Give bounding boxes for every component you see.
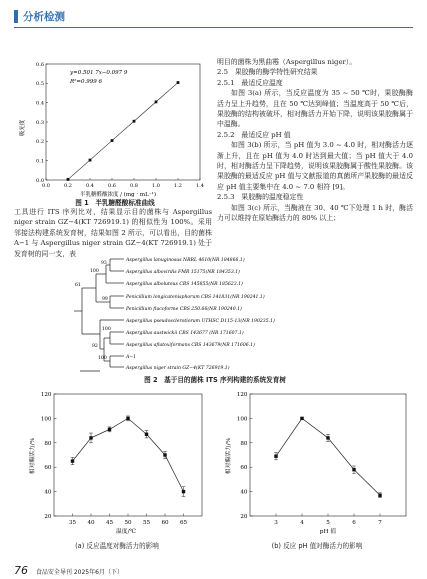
figure3a-xtick-label: 45 [105, 520, 114, 526]
right-p1: 如图 3(a) 所示，当反应温度为 35 ~ 50 ℃时，果胶酶酶活力呈上升趋势，且在 50 ℃达到峰值；当温度高于 50 ℃后，果胶酶的结构被破坏，相对酶活力开始下降，说明该果胶酶属于中温酶。 [217, 89, 413, 129]
figure1-xlabel: 半乳糖醛酸浓度 / (mg · mL⁻¹) [79, 192, 157, 198]
figure3a-ytick-label: 60 [44, 465, 52, 472]
figure1-point [67, 178, 70, 181]
figure1-caption: 图 1 半乳糖醛酸标准曲线 [75, 199, 155, 207]
figure3a-xtick-label: 60 [161, 520, 169, 526]
section-title: 分析检测 [23, 10, 65, 23]
page-number: 76 [14, 564, 28, 577]
bootstrap-3: 99 [102, 297, 108, 302]
right-column [217, 57, 413, 224]
figure3a-ylabel: 相对酶活力/% [30, 437, 36, 475]
figure3a-point [145, 433, 148, 436]
figure3b-point [300, 417, 303, 420]
figure3b-frame [250, 394, 406, 516]
figure3a-xtick-label: 40 [87, 520, 95, 526]
figure3b-ytick-label: 20 [240, 514, 248, 520]
figure1-xtick-label: 1.2 [174, 183, 182, 189]
right-p2: 如图 3(b) 所示，当 pH 值为 3.0 ~ 4.0 时，相对酶活力逐渐上升，且在 pH 值为 4.0 时达到最大值；当 pH 值大于 4.0 时，相对酶活力呈下降趋势，说明该果胶酶属于酸性果胶酶。该果胶酶的最适反应 pH 值与文献报道的真菌所产果胶酶的最适反应 pH 值主要集中在 4.0 ~ 7.0 相符 [9]。 [217, 141, 413, 191]
figure1-r2: R²=0.999 6 [70, 79, 102, 85]
figure3a-ytick-label: 100 [40, 416, 52, 423]
taxon-2: Aspergillus alboluteus CBS 145855(NR 185623.1) [126, 282, 243, 287]
taxon-7: Aspergillus aflatoxiformans CBS 143679(NR 171606.1) [126, 343, 255, 348]
figure3a-xtick-label: 50 [124, 520, 132, 526]
taxon-9: Aspergillus niger strain GZ−4(KT 726919.1) [126, 366, 230, 371]
taxon-6: Aspergillus austwickii CBS 143677 (NR 171607.1) [126, 331, 244, 336]
figure1-point [155, 100, 158, 103]
figure3a-series-line [73, 418, 184, 491]
figure3a-point [182, 490, 185, 493]
figure3b-point [378, 494, 381, 497]
figure3b-ytick-label: 100 [236, 416, 248, 423]
figure3a-point [89, 436, 92, 439]
figure3a-point [108, 428, 111, 431]
figure1-ytick-label: 0.0 [36, 177, 44, 184]
figure1-ytick-label: 0.2 [36, 139, 44, 146]
figure3b-xtick-label: 5 [326, 520, 330, 526]
figure1-ytick-label: 0.6 [36, 61, 44, 68]
figure3b-ylabel: 相对酶活力/% [226, 437, 232, 475]
heading-2-5: 2.5 果胶酶的酶学特性研究结果 [217, 68, 318, 77]
figure3b-ytick-label: 60 [240, 465, 248, 472]
figure1-xtick-label: 0.2 [64, 183, 72, 189]
figure3a-ytick-label: 80 [44, 440, 52, 447]
figure3b-ytick-label: 40 [240, 489, 248, 496]
taxon-4: Penicillium flucoforme CBS 250.66(NR 190240.1) [126, 307, 242, 312]
taxon-1: Aspergillus albovirdis FMR 15175(NR 184353.1) [126, 270, 240, 275]
figure1-chart [18, 58, 208, 198]
figure3a-frame [54, 394, 202, 516]
heading-2-5-2: 2.5.2 最适反应 pH 值 [217, 130, 291, 139]
figure3b-xtick-label: 6 [352, 520, 356, 526]
figure3b-xtick-label: 3 [274, 520, 278, 526]
figure2-tree [60, 253, 390, 373]
figure1-ytick-label: 0.1 [36, 158, 44, 165]
figure3b-subcaption: (b) 反应 pH 值对酶活力的影响 [271, 542, 363, 550]
right-p0: 明目的菌株为黑曲霉（Aspergillus niger）。 [217, 58, 357, 66]
figure1-fit-line [68, 83, 178, 180]
figure1-ytick-label: 0.4 [36, 100, 44, 107]
figure1-xtick-label: 0.0 [42, 183, 50, 189]
figure1-ytick-label: 0.5 [36, 81, 44, 88]
figure1-xtick-label: 0.6 [108, 183, 116, 189]
figure1-xtick-label: 0.8 [130, 183, 138, 189]
figure2-caption: 图 2 基于目的菌株 ITS 序列构建的系统发育树 [144, 376, 286, 384]
figure3a-ytick-label: 40 [44, 489, 52, 496]
figure1-ylabel: 吸光度 [20, 119, 26, 137]
figure3a-ytick-label: 120 [40, 392, 52, 398]
figure3a-xtick-label: 35 [68, 520, 77, 526]
header-rule [14, 27, 413, 28]
figure3a-chart [26, 388, 208, 540]
right-p3: 如图 3(c) 所示，当酶液在 30、40 ℃下处理 1 h 时，酶活力可以维持在原始酶活力的 80% 以上； [217, 203, 413, 223]
figure3b-xtick-label: 7 [378, 520, 382, 526]
left-paragraph [14, 207, 212, 259]
heading-2-5-1: 2.5.1 最适反应温度 [217, 78, 283, 87]
bootstrap-1: 100 [90, 269, 99, 274]
bootstrap-2: 61 [75, 283, 81, 288]
figure3b-ytick-label: 80 [240, 440, 248, 447]
figure3b-ytick-label: 120 [236, 392, 248, 398]
bootstrap-5: 92 [92, 344, 98, 349]
figure1-xtick-label: 1.4 [196, 183, 204, 189]
taxon-8: A−1 [126, 355, 137, 360]
figure3b-point [352, 468, 355, 471]
bootstrap-6: 100 [98, 356, 107, 361]
figure3b-xlabel: pH 值 [319, 529, 337, 535]
figure1-point [111, 139, 114, 142]
taxon-3: Penicillium longicatenisphorum CBS 141831(NR 190241.1) [126, 295, 265, 300]
page-footer [14, 564, 123, 577]
heading-2-5-3: 2.5.3 果胶酶的温度稳定性 [217, 193, 304, 202]
figure3a-point [126, 417, 129, 420]
left-text: 工具进行 ITS 序列比对，结果显示目的菌株与 Aspergillus niger strain GZ−4(KT 726919.1) 的相似性为 100%。采用邻接法构建系统发育树，结果如图 2 所示，可以看出，目的菌株 A−1 与 Aspergillus niger strain GZ−4(KT 726919.1) 处于发育树的同一支，表 [14, 208, 212, 258]
taxon-5: Aspergillus pseudosclerotiorum UTHSC D115-13(NR 190235.1) [126, 319, 275, 324]
figure3a-ytick-label: 20 [44, 514, 52, 520]
figure3b-series-line [276, 418, 380, 495]
taxon-0: Aspergillus lanuginosus NRRL 4610(NR 184866.1) [126, 258, 245, 263]
figure3a-xtick-label: 65 [179, 520, 188, 526]
figure1-equation: y=0.501 7x−0.097 9 [70, 70, 128, 76]
figure3a-xtick-label: 55 [142, 520, 151, 526]
journal-name: 食品安全导刊 [35, 569, 72, 576]
figure1-xtick-label: 0.4 [86, 183, 94, 189]
bootstrap-4: 100 [102, 327, 111, 332]
figure3a-subcaption: (a) 反应温度对酶活力的影响 [75, 542, 159, 550]
figure1-point [177, 81, 180, 84]
journal-issue: 2025年6月（下） [73, 569, 123, 576]
header-accent-bar [14, 10, 18, 23]
figure3b-point [274, 455, 277, 458]
figure1-point [89, 159, 92, 162]
figure3b-xtick-label: 4 [300, 520, 304, 526]
figure3a-point [163, 453, 166, 456]
figure1-xtick-label: 1.0 [152, 183, 160, 189]
figure3b-point [326, 436, 329, 439]
figure3a-point [71, 459, 74, 462]
figure1-point [133, 120, 136, 123]
section-header [14, 8, 65, 24]
figure1-ytick-label: 0.3 [36, 119, 44, 126]
figure3b-chart [222, 388, 412, 540]
figure3a-xlabel: 温度/℃ [115, 529, 137, 535]
bootstrap-0: 93 [101, 261, 107, 266]
